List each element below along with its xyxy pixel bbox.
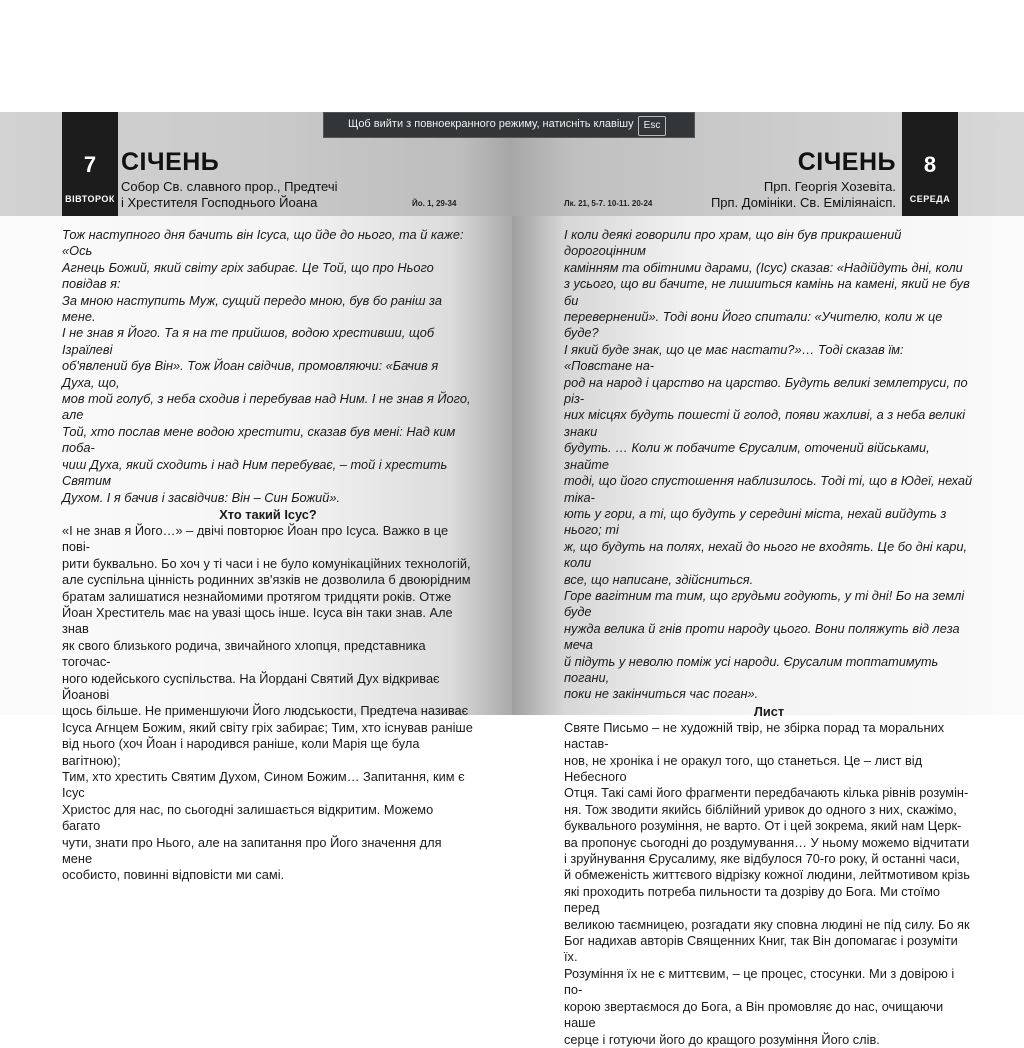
text-line: нов, не хроніка і не оракул того, що станеться. Це – лист від Небесного [564, 752, 923, 784]
left-gospel-text [62, 227, 474, 506]
text-line: буквального розуміння, не варто. От і цей зокрема, який нам Церк- [564, 818, 962, 834]
text-line: рити буквально. Бо хоч у ті часи і не було комунікаційних технологій, [62, 555, 471, 571]
text-line: камінням та обітними дарами, (Ісус) сказав: «Надійдуть дні, коли [564, 259, 963, 275]
text-line: нужда велика й гнів проти народу цього. Вони поляжуть від леза меча [564, 620, 960, 653]
text-line: і зруйнування Єрусалиму, яке відбулося 70-го року, й останні часи, [564, 851, 960, 867]
text-line: род на народ і царство на царство. Будуть великі землетруси, по різ- [564, 374, 968, 407]
text-line: з усього, що ви бачите, не лишиться камінь на камені, який не був би [564, 276, 970, 308]
text-line: великою таємницею, розгадати яку сповна людині не під силу. Бо як [564, 916, 970, 932]
left-month: СІЧЕНЬ [121, 148, 220, 176]
right-day-name: СЕРЕДА [909, 194, 951, 204]
text-line: об'явлений був Він». Тож Йоан свідчив, промовляючи: «Бачив я Духа, що, [62, 358, 439, 390]
text-line: «І не знав я Його…» – двічі повторює Йоан про Ісуса. Важко в це пові- [62, 522, 449, 555]
text-line: І коли деякі говорили про храм, що він був прикрашений дорогоцінним [564, 227, 902, 259]
left-reading-ref: Йо. 1, 29-34 [412, 199, 457, 208]
text-line: перевернений». Тоді вони Його спитали: «Учителю, коли ж це буде? [564, 309, 943, 341]
text-line: серце і готуючи його до кращого розуміння Його слів. [564, 1031, 880, 1047]
text-line: особисто, повинні відповісти ми самі. [62, 867, 285, 883]
text-line: чути, знати про Нього, але на запитання про Його значення для мене [62, 834, 442, 867]
left-page [0, 112, 512, 883]
text-line: Тож наступного дня бачить він Ісуса, що йде до нього, та й каже: «Ось [62, 227, 464, 259]
text-line: й обмеженість життєвого відрізку кожної людини, лейтмотивом крізь [564, 867, 970, 883]
left-day-number: 7 [83, 152, 97, 177]
text-line: поки не закінчиться час поган». [564, 686, 759, 702]
text-line: Бог надихав авторів Священних Книг, так Він допомагає і розуміти їх. [564, 933, 958, 965]
text-line: Горе вагітним та тим, що грудьми годують, у ті дні! Бо на землі буде [564, 587, 965, 620]
text-line: І не знав я Його. Та я на те прийшов, водою хрестивши, щоб Ізраїлеві [62, 325, 435, 357]
text-line: Христос для нас, по сьогодні залишається відкритим. Можемо багато [62, 801, 434, 834]
text-line: Тим, хто хрестить Святим Духом, Сином Божим… Запитання, ким є Ісус [62, 769, 465, 801]
text-line: них місцях будуть пошесті й голод, появи жахливі, а з неба великі знаки [564, 407, 966, 439]
left-section-heading: Хто такий Ісус? [219, 506, 317, 522]
right-body-text [564, 720, 974, 1048]
top-blank-area [0, 0, 1024, 112]
text-line: І який буде знак, що це має настати?»… Тоді сказав їм: «Повстане на- [564, 341, 904, 374]
text-line: Агнець Божий, який світу гріх забирає. Це Той, що про Нього повідав я: [62, 259, 434, 292]
text-line: від нього (хоч Йоан і народився раніше, коли Марія ще була вагітною); [62, 736, 420, 768]
text-line: За мною наступить Муж, сущий передо мною, був бо раніш за мене. [62, 292, 442, 325]
text-line: братам залишатися незнайомими протягом тридцяти років. Отже [62, 588, 452, 604]
text-line: Отця. Такі самі його фрагменти передбачають кілька рівнів розумін- [564, 785, 969, 801]
text-line: Йоан Хреститель має на увазі щось інше. Ісуса він таки знав. Але знав [62, 604, 453, 637]
left-feast-line1: Собор Св. славного прор., Предтечі [121, 179, 338, 194]
fullscreen-exit-notice [323, 112, 695, 138]
right-day-block [902, 112, 958, 216]
text-line: Той, хто послав мене водою хрестити, сказав був мені: Над ким поба- [62, 423, 456, 456]
left-text-column [62, 227, 474, 884]
text-line: ва пропонує сьогодні до роздумування… У ньому можемо відчитати [564, 834, 970, 850]
left-day-name: ВІВТОРОК [65, 194, 115, 204]
text-line: Духом. І я бачив і засвідчив: Він – Син Божий». [62, 489, 341, 505]
right-text-column [564, 227, 974, 1048]
left-day-block [62, 112, 118, 216]
right-section-heading: Лист [753, 703, 785, 719]
text-line: Розуміння їх не є миттєвим, – це процес, стосунки. Ми з довірою і по- [564, 965, 955, 998]
text-line: ня. Тож зводити якийсь біблійний уривок до одного з них, скажімо, [564, 801, 957, 817]
right-month: СІЧЕНЬ [797, 148, 896, 176]
text-line: як свого близького родича, звичайного хлопця, представника тогочас- [62, 637, 426, 670]
text-line: Святе Письмо – не художній твір, не збірка порад та моральних настав- [564, 719, 945, 752]
fullscreen-notice-text: Щоб вийти з повноекранного режиму, натисніть клавішу [348, 118, 634, 130]
text-line: які проходить потреба пильности та дозріву до Бога. Ми стоїмо перед [564, 883, 940, 916]
text-line: Ісуса Агнцем Божим, який світу гріх забирає; Тим, хто існував раніше [62, 719, 473, 735]
text-line: ють у гори, а ті, що будуть у середині міста, нехай вийдуть з нього; ті [564, 505, 947, 538]
right-gospel-text [564, 227, 974, 703]
text-line: тоді, що його спустошення наблизилось. Тоді ті, що в Юдеї, нехай тіка- [564, 473, 973, 505]
right-feast-line2: Прп. Домініки. Св. Еміліянаісп. [710, 195, 896, 210]
text-line: щось більше. Не применшуючи Його людськости, Предтеча називає [62, 703, 469, 719]
text-line: мов той голуб, з неба сходив і перебував над Ним. І не знав я Його, але [62, 391, 471, 423]
text-line: чиш Духа, який сходить і над Ним перебуває, – той і хрестить Святим [62, 456, 448, 489]
text-line: ного юдейського суспільства. На Йордані Святий Дух відкриває Йоанові [62, 670, 440, 702]
esc-key-button[interactable]: Esc [638, 116, 666, 136]
text-line: все, що написане, здійсниться. [564, 571, 754, 587]
right-feast-line1: Прп. Георгія Хозевіта. [763, 179, 896, 194]
text-line: корою звертаємося до Бога, а Він промовляє до нас, очищаючи наше [564, 998, 944, 1031]
text-line: й підуть у неволю поміж усі народи. Єрусалим топтатимуть погани, [564, 653, 939, 685]
text-line: будуть. … Коли ж побачите Єрусалим, оточений військами, знайте [564, 440, 930, 472]
text-line: ж, що будуть на полях, нехай до нього не входять. Це бо дні кари, коли [564, 538, 968, 571]
right-page [512, 112, 1024, 1047]
right-day-number: 8 [923, 152, 937, 177]
left-feast-line2: і Хрестителя Господнього Йоана [121, 195, 318, 210]
text-line: але суспільна цінність родинних зв'язків не дозволила б двоюрідним [62, 572, 471, 588]
left-body-text [62, 523, 474, 884]
right-reading-ref: Лк. 21, 5-7. 10-11. 20-24 [564, 199, 653, 208]
